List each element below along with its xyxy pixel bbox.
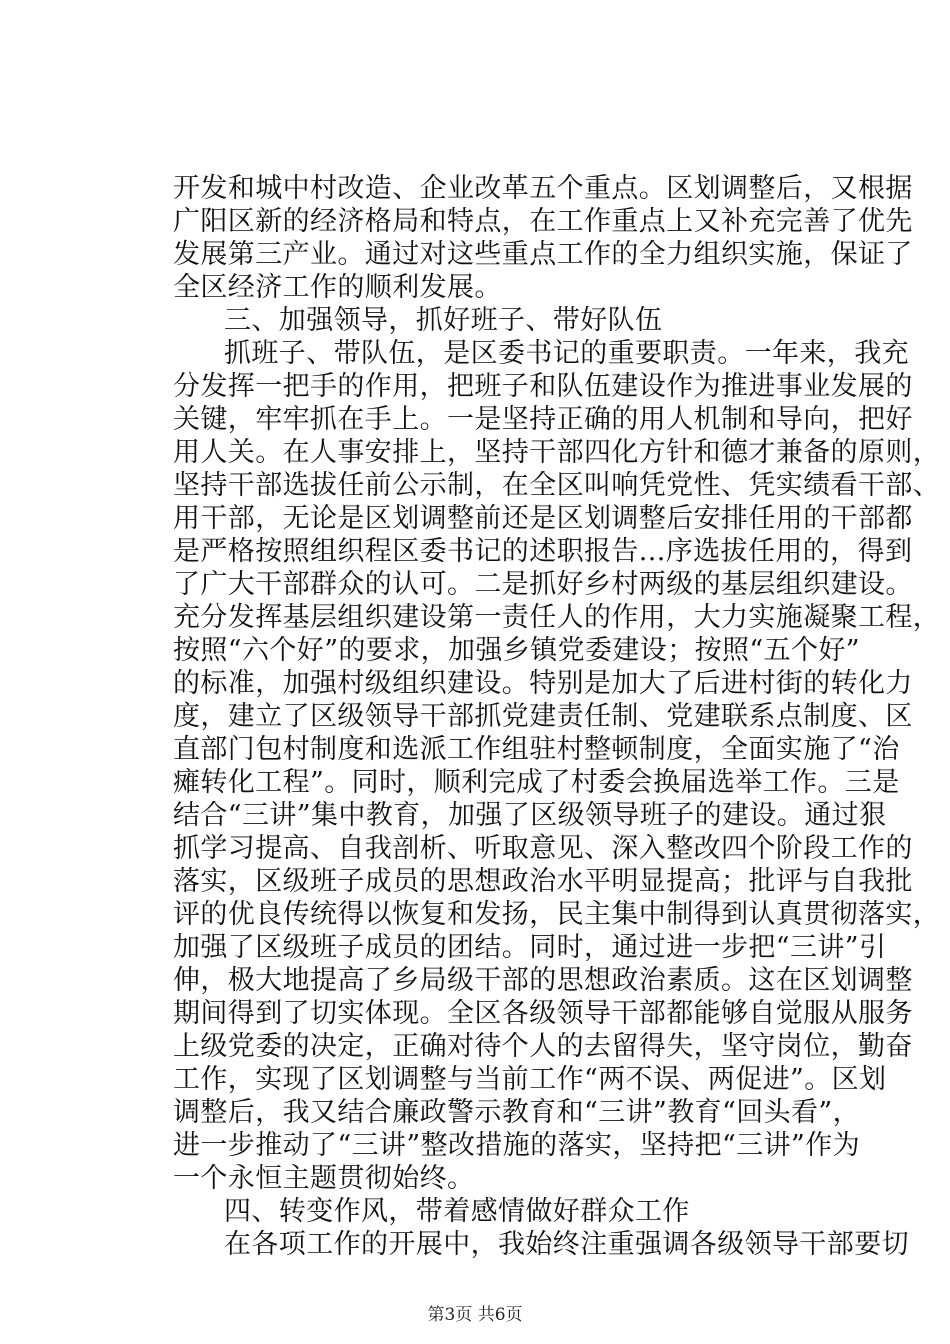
body-line: 用人关。在人事安排上，坚持干部四化方针和德才兼备的原则， — [173, 437, 941, 468]
body-line: 瘫转化工程”。同时，顺利完成了村委会换届选举工作。三是 — [173, 767, 900, 798]
body-line: 工作，实现了区划调整与当前工作“两不误、两促进”。区划 — [173, 1064, 887, 1095]
body-line: 进一步推动了“三讲”整改措施的落实，坚持把“三讲”作为 — [173, 1130, 861, 1161]
body-line: 评的优良传统得以恢复和发扬，民主集中制得到认真贯彻落实， — [173, 899, 941, 930]
body-line: 全区经济工作的顺利发展。 — [173, 272, 502, 303]
body-line: 期间得到了切实体现。全区各级领导干部都能够自觉服从服务 — [173, 998, 913, 1029]
body-line: 直部门包村制度和选派工作组驻村整顿制度，全面实施了“治 — [173, 734, 900, 765]
body-line: 抓学习提高、自我剖析、听取意见、深入整改四个阶段工作的 — [173, 833, 913, 864]
section-heading: 三、加强领导，抓好班子、带好队伍 — [224, 305, 663, 336]
body-line: 分发挥一把手的作用，把班子和队伍建设作为推进事业发展的 — [173, 371, 913, 402]
body-line: 是严格按照组织程区委书记的述职报告...序选拔任用的，得到 — [173, 536, 913, 567]
body-line: 加强了区级班子成员的团结。同时，通过进一步把“三讲”引 — [173, 932, 887, 963]
body-line: 调整后，我又结合廉政警示教育和“三讲”教育“回头看”， — [173, 1097, 861, 1128]
body-line: 一个永恒主题贯彻始终。 — [173, 1163, 475, 1194]
body-line: 了广大干部群众的认可。二是抓好乡村两级的基层组织建设。 — [173, 569, 913, 600]
body-line: 发展第三产业。通过对这些重点工作的全力组织实施，保证了 — [173, 239, 913, 270]
body-line: 充分发挥基层组织建设第一责任人的作用，大力实施凝聚工程， — [173, 602, 941, 633]
body-line: 按照“六个好”的要求，加强乡镇党委建设；按照“五个好” — [173, 635, 861, 666]
body-line: 在各项工作的开展中，我始终注重强调各级领导干部要切 — [224, 1229, 909, 1260]
body-line: 落实，区级班子成员的思想政治水平明显提高；批评与自我批 — [173, 866, 913, 897]
body-line: 用干部，无论是区划调整前还是区划调整后安排任用的干部都 — [173, 503, 913, 534]
body-line: 坚持干部选拔任前公示制，在全区叫响凭党性、凭实绩看干部、 — [173, 470, 941, 501]
body-line: 上级党委的决定，正确对待个人的去留得失，坚守岗位，勤奋 — [173, 1031, 913, 1062]
body-line: 的标准，加强村级组织建设。特别是加大了后进村街的转化力 — [173, 668, 913, 699]
section-heading: 四、转变作风，带着感情做好群众工作 — [224, 1196, 690, 1227]
body-line: 广阳区新的经济格局和特点，在工作重点上又补充完善了优先 — [173, 206, 913, 237]
body-line: 结合“三讲”集中教育，加强了区级领导班子的建设。通过狠 — [173, 800, 887, 831]
page-number-footer: 第3页 共6页 — [427, 1305, 523, 1325]
body-line: 关键，牢牢抓在手上。一是坚持正确的用人机制和导向，把好 — [173, 404, 913, 435]
body-line: 度，建立了区级领导干部抓党建责任制、党建联系点制度、区 — [173, 701, 913, 732]
body-line: 抓班子、带队伍，是区委书记的重要职责。一年来，我充 — [224, 338, 909, 369]
body-line: 开发和城中村改造、企业改革五个重点。区划调整后，又根据 — [173, 173, 913, 204]
body-line: 伸，极大地提高了乡局级干部的思想政治素质。这在区划调整 — [173, 965, 913, 996]
